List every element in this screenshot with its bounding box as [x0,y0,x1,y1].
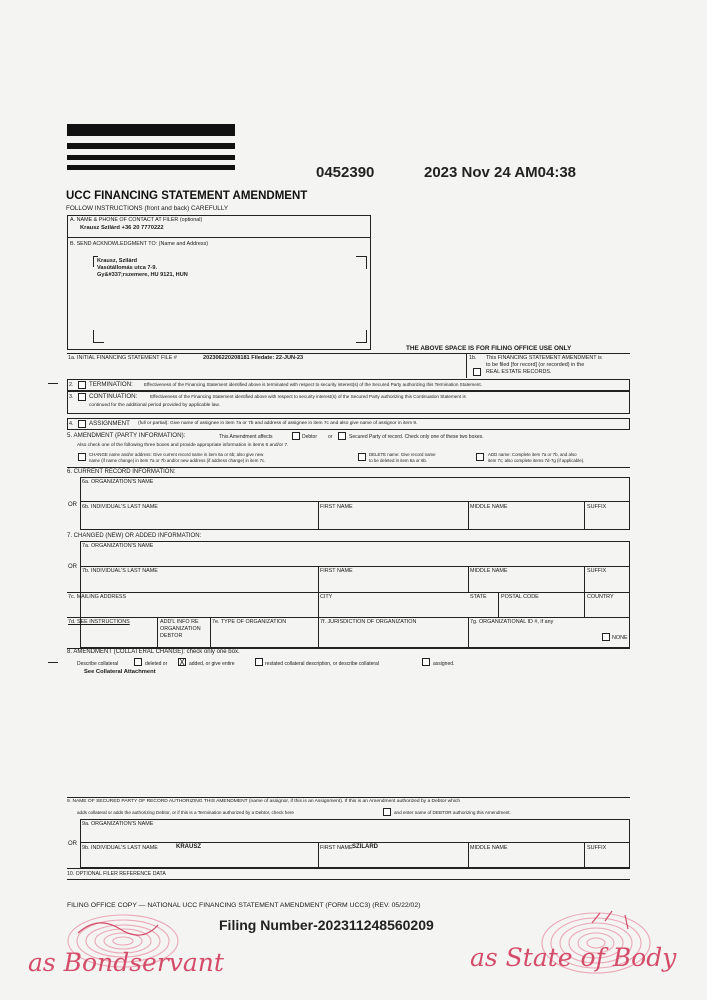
assignment-checkbox[interactable] [78,420,86,428]
item-7-suffix-label: SUFFIX [587,568,607,574]
item-9b-value: KRAUSZ [176,844,201,850]
item-6-title: 6. CURRENT RECORD INFORMATION: [67,469,176,475]
item-6-middle-label: MIDDLE NAME [470,504,508,510]
filing-timestamp: 2023 Nov 24 AM04:38 [424,164,577,181]
continuation-checkbox[interactable] [78,393,86,401]
contact-box-divider [67,237,371,238]
item-5-or: or [328,434,333,440]
filing-office-note: THE ABOVE SPACE IS FOR FILING OFFICE USE ONLY [406,345,572,352]
item-5-also: Also check one of the following three boxes and provide appropriate information in items 6 and/or 7. [77,443,289,448]
delete-text-2: to be deleted in item 6a or 6b. [369,458,428,463]
margin-dash-2 [48,662,58,663]
item-5-debtor: Debtor [302,434,318,440]
item-9a-label: 9a. ORGANIZATION'S NAME [82,821,154,827]
secured-party-checkbox[interactable] [338,432,346,440]
item-9b-label: 9b. INDIVIDUAL'S LAST NAME [82,845,158,851]
add-checkbox[interactable] [476,453,484,461]
item-7-postal-label: POSTAL CODE [501,594,539,600]
item-6b-label: 6b. INDIVIDUAL'S LAST NAME [82,504,158,510]
item-7-none: NONE [612,635,628,641]
change-text-1: CHANGE name and/or address: Give current record name in item 6a or 6b; also give new [89,452,264,457]
delete-text-1: DELETE name: Give record name [369,452,436,457]
item-1-divider [466,353,467,378]
item-7a-label: 7a. ORGANIZATION'S NAME [82,543,154,549]
item-1b-line-1: This FINANCING STATEMENT AMENDMENT is [486,355,602,361]
header-bar-1 [67,124,235,136]
item-4-text: (full or partial): Give name of assignee in item 7a or 7b and address of assignee in item 7c and also give name of assignor in item 9. [138,421,418,426]
ack-line-1: Krausz, Szilárd [97,258,138,264]
change-checkbox[interactable] [78,453,86,461]
item-6-col-3 [584,501,585,530]
item-7g-label: 7g. ORGANIZATIONAL ID #, if any [470,619,554,625]
item-3-text-1: Effectiveness of the Financing Statement identified above with respect to security interest(s) of the Secured Party authorizing this Continuation Statement is [150,394,466,399]
item-7-middle-label: MIDDLE NAME [470,568,508,574]
signature-left: as Bondservant [28,948,224,977]
item-6-row-divider [80,501,630,502]
rule-1 [67,353,630,354]
item-1a-value: 202306220208181 Filedate: 22-JUN-23 [203,355,304,361]
item-9-line-1: 9. NAME OF SECURED PARTY OF RECORD AUTHORIZING THIS AMENDMENT (name of assignor, if this is an Assignment). If this is an Amendment authorized by a Debtor which [67,799,461,804]
item-9-or: OR [68,841,77,847]
item-9-col-3 [584,842,585,868]
item-7-col-type [210,617,211,648]
item-5-text-b: Secured Party of record. Check only one of these two boxes. [349,434,484,440]
contact-box [67,215,371,350]
corner-mark-tr [356,256,367,269]
item-5-text-a: This Amendment affects [219,434,273,440]
collateral-attachment: See Collateral Attachment [84,669,156,675]
item-6-or: OR [68,502,77,508]
item-6a-label: 6a. ORGANIZATION'S NAME [82,479,154,485]
item-3-title: CONTINUATION: [89,393,138,400]
rule-6 [67,467,630,468]
item-7-col-addl [157,617,158,648]
item-7-state-label: STATE [470,594,487,600]
debtor-checkbox[interactable] [292,432,300,440]
item-7-addl-2: ORGANIZATION [160,626,201,632]
rule-9 [67,797,630,798]
instructions: FOLLOW INSTRUCTIONS (front and back) CAREFULLY [66,205,229,212]
item-7-col-postal [498,592,499,617]
item-7-first-label: FIRST NAME [320,568,353,574]
ack-line-3: Gy&#337;rszemere, HU 9121, HUN [97,272,188,278]
item-7-row-1 [80,566,630,567]
item-6-grid [80,477,630,530]
section-b-label: B. SEND ACKNOWLEDGMENT TO: (Name and Address) [70,241,209,247]
item-8-assigned: assigned. [433,661,455,667]
item-3-num: 3. [69,394,74,400]
item-7b-label: 7b. INDIVIDUAL'S LAST NAME [82,568,158,574]
header-bar-2 [67,143,235,149]
item-9-line-2b: and enter name of DEBTOR authorizing this Amendment. [394,810,511,815]
section-a-label: A. NAME & PHONE OF CONTACT AT FILER (optional) [70,217,203,223]
item-7-row-2 [67,592,630,593]
item-9-first-label: FIRST NAME [320,845,353,851]
item-9-line-2a: adds collateral or adds the authorizing Debtor, or if this is a Termination authorized by a Debtor, check here [77,810,294,815]
item-6-col-2 [468,501,469,530]
item-2-title: TERMINATION: [89,381,133,388]
item-8-describe: Describe collateral [77,661,119,667]
item-1b-line-3: REAL ESTATE RECORDS. [486,369,552,375]
header-bar-4 [67,165,235,170]
item-7-col-orgid [468,617,469,648]
ack-line-2: Vasútállomás utca 7-9. [97,265,158,271]
add-text-2: item 7c; also complete items 7d-7g (if applicable). [488,458,585,463]
footer-copy: FILING OFFICE COPY — NATIONAL UCC FINANCING STATEMENT AMENDMENT (FORM UCC3) (REV. 05/22/02) [67,902,421,909]
item-4-num: 4. [69,421,74,427]
item-7f-label: 7f. JURISDICTION OF ORGANIZATION [320,619,417,625]
item-7c-label: 7c. MAILING ADDRESS [68,594,127,600]
item-7d-label: 7d. SEE INSTRUCTIONS [68,619,130,625]
deleted-checkbox[interactable] [134,658,142,666]
item-2-num: 2. [69,382,74,388]
item-7-col-first [318,566,319,617]
item-1a-label: 1a. INITIAL FINANCING STATEMENT FILE # [68,355,177,361]
item-7-col-suffix [584,566,585,617]
item-6-first-label: FIRST NAME [320,504,353,510]
termination-checkbox[interactable] [78,381,86,389]
corner-mark-bl [93,330,104,343]
header-bar-3 [67,155,235,160]
item-7-addl-1: ADD'L INFO RE [160,619,199,625]
item-6-col-1 [318,501,319,530]
item-4-title: ASSIGNMENT [89,420,130,427]
add-text-1: ADD name: Complete item 7a or 7b, and also [488,452,577,457]
item-9-row-divider [80,842,630,843]
corner-mark-br [356,330,367,343]
debtor-authorized-checkbox[interactable] [383,808,391,816]
added-checkbox[interactable]: X [179,658,185,667]
filing-number: Filing Number-202311248560209 [219,917,434,933]
delete-checkbox[interactable] [358,453,366,461]
item-7-row-3 [67,617,630,618]
section-a-value: Krausz Szilárd +36 20 7770222 [80,225,164,231]
item-9-middle-label: MIDDLE NAME [470,845,508,851]
item-7-col-middle [468,566,469,592]
restated-checkbox[interactable] [255,658,263,666]
none-checkbox[interactable] [602,633,610,641]
item-7-city-label: CITY [320,594,333,600]
item-5-title: 5. AMENDMENT (PARTY INFORMATION): [67,432,186,439]
item-7-addl-3: DEBTOR [160,633,183,639]
item-7-col-juris [318,617,319,648]
item-9-suffix-label: SUFFIX [587,845,607,851]
rule-10 [67,868,630,869]
item-1b-num: 1b. [469,355,477,361]
rule-10-bottom [67,879,630,880]
item-7-title: 7. CHANGED (NEW) OR ADDED INFORMATION: [67,533,202,539]
item-7-country-label: COUNTRY [587,594,614,600]
item-6-suffix-label: SUFFIX [587,504,607,510]
item-8-title: 8. AMENDMENT (COLLATERAL CHANGE): check only one box. [67,649,240,655]
item-3-text-2: continued for the additional period provided by applicable law. [89,403,220,408]
item-9-col-2 [468,842,469,868]
item-2-text: Effectiveness of the Financing Statement identified above is terminated with respect to security interest(s) of the Secured Party authorizing this Termination Statement. [144,382,482,387]
item-1b-checkbox[interactable] [473,368,481,376]
item-9-first-value: SZILARD [352,844,378,850]
item-8-deleted: deleted or [145,661,168,667]
item-10-label: 10. OPTIONAL FILER REFERENCE DATA [67,871,166,877]
corner-mark-tl [93,256,98,267]
item-8-restated: restated collateral description, or describe collateral [265,661,379,667]
assigned-checkbox[interactable] [422,658,430,666]
item-7e-label: 7e. TYPE OF ORGANIZATION [212,619,287,625]
signature-right: as State of Body [470,943,677,972]
item-8-added: added, or give entire [189,661,235,667]
item-7-or: OR [68,564,77,570]
item-9-col-1 [318,842,319,868]
file-number: 0452390 [316,164,375,181]
item-1b-line-2: to be filed [for record] (or recorded) in the [486,362,585,368]
change-text-2: name (if name change) in item 7a or 7b and/or new address (if address change) in item 7c. [89,458,266,463]
margin-dash-1 [48,383,58,384]
form-title: UCC FINANCING STATEMENT AMENDMENT [66,190,308,202]
